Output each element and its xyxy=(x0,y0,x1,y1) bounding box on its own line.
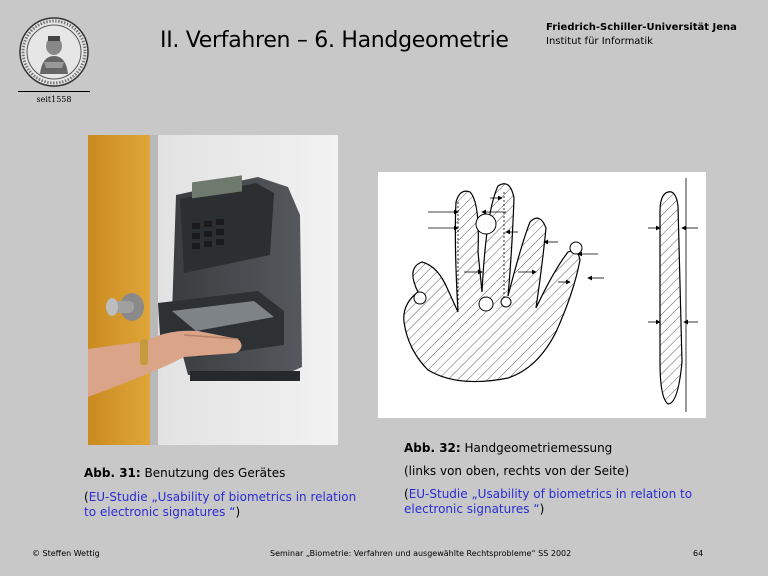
figure-31-label: Abb. 31: xyxy=(84,466,141,480)
figure-31-source-link[interactable]: EU-Studie „Usability of biometrics in relation xyxy=(88,490,357,504)
figure-32-source-link-cont[interactable]: electronic signatures “ xyxy=(404,502,540,516)
hand-geometry-diagram xyxy=(378,172,706,418)
page-number: 64 xyxy=(693,549,704,558)
slide-title: II. Verfahren – 6. Handgeometrie xyxy=(160,28,509,53)
figure-31-reference-line-1 xyxy=(84,490,356,505)
university-seal-icon xyxy=(18,16,90,88)
footer-seminar: Seminar „Biometrie: Verfahren und ausgewählte Rechtsprobleme“ SS 2002 xyxy=(270,549,572,558)
figure-32-ref-open: ( xyxy=(404,487,409,501)
figure-31-source-link-cont[interactable]: to electronic signatures “ xyxy=(84,505,236,519)
figure-32-subtitle: (links von oben, rechts von der Seite) xyxy=(404,464,630,478)
seal-caption: seit1558 xyxy=(36,95,72,104)
figure-31-reference-line-2 xyxy=(84,505,240,520)
figure-31-ref-open: ( xyxy=(84,490,89,504)
seal-divider xyxy=(18,91,90,92)
figure-31-ref-close: ) xyxy=(235,505,241,519)
footer-author: © Steffen Wettig xyxy=(32,549,100,558)
figure-31-caption xyxy=(84,466,285,481)
university-name: Friedrich-Schiller-Universität Jena xyxy=(546,22,737,33)
figure-32-ref-close: ) xyxy=(539,502,545,516)
figure-32-text: Handgeometriemessung xyxy=(460,441,613,455)
institute-name: Institut für Informatik xyxy=(546,36,653,47)
figure-32-label: Abb. 32: xyxy=(404,441,461,455)
figure-32-reference-line-2 xyxy=(404,502,544,517)
hand-reader-photo xyxy=(88,135,338,445)
figure-32-reference-line-1 xyxy=(404,487,692,502)
figure-31-text: Benutzung des Gerätes xyxy=(140,466,286,480)
figure-32-source-link[interactable]: EU-Studie „Usability of biometrics in relation to xyxy=(408,487,693,501)
figure-32-caption xyxy=(404,441,612,456)
